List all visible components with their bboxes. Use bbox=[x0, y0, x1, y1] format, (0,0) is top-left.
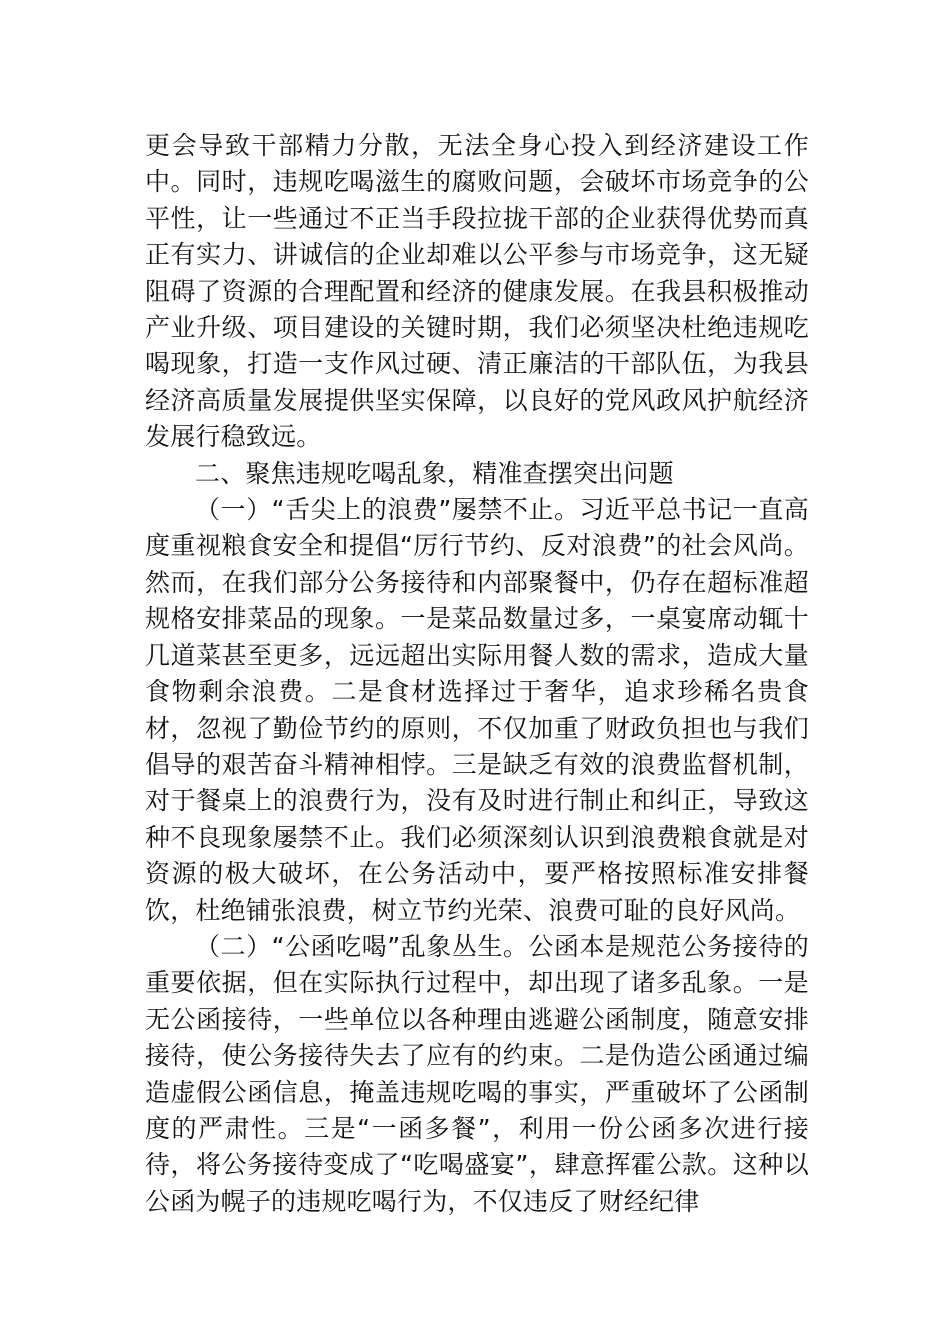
paragraph-section-2: （二）“公函吃喝”乱象丛生。公函本是规范公务接待的重要依据，但在实际执行过程中，却出现了诸多乱象。一是无公函接待，一些单位以各种理由逃避公函制度，随意安排接待，使公务接待失去了应有的约束。二是伪造公函通过编造虚假公函信息，掩盖违规吃喝的事实，严重破坏了公函制度的严肃性。三是“一函多餐”，利用一份公函多次进行接待，将公务接待变成了“吃喝盛宴”，肆意挥霍公款。这种以公函为幌子的违规吃喝行为，不仅违反了财经纪律 bbox=[145, 931, 809, 1216]
paragraph-section-1: （一）“舌尖上的浪费”屡禁不止。习近平总书记一直高度重视粮食安全和提倡“厉行节约、反对浪费”的社会风尚。然而，在我们部分公务接待和内部聚餐中，仍存在超标准超规格安排菜品的现象。一是菜品数量过多，一桌宴席动辄十几道菜甚至更多，远远超出实际用餐人数的需求，造成大量食物剩余浪费。二是食材选择过于奢华，追求珍稀名贵食材，忽视了勤俭节约的原则，不仅加重了财政负担也与我们倡导的艰苦奋斗精神相悖。三是缺乏有效的浪费监督机制，对于餐桌上的浪费行为，没有及时进行制止和纠正，导致这种不良现象屡禁不止。我们必须深刻认识到浪费粮食就是对资源的极大破坏，在公务活动中，要严格按照标准安排餐饮，杜绝铺张浪费，树立节约光荣、浪费可耻的良好风尚。 bbox=[145, 495, 809, 925]
section-heading: 二、聚焦违规吃喝乱象，精准查摆突出问题 bbox=[195, 458, 674, 488]
paragraph-continuation: 更会导致干部精力分散，无法全身心投入到经济建设工作中。同时，违规吃喝滋生的腐败问题，会破坏市场竞争的公平性，让一些通过不正当手段拉拢干部的企业获得优势而真正有实力、讲诚信的企业却难以公平参与市场竞争，这无疑阻碍了资源的合理配置和经济的健康发展。在我县积极推动产业升级、项目建设的关键时期，我们必须坚决杜绝违规吃喝现象，打造一支作风过硬、清正廉洁的干部队伍，为我县经济高质量发展提供坚实保障，以良好的党风政风护航经济发展行稳致远。 bbox=[145, 131, 809, 452]
document-body bbox=[145, 128, 809, 1220]
